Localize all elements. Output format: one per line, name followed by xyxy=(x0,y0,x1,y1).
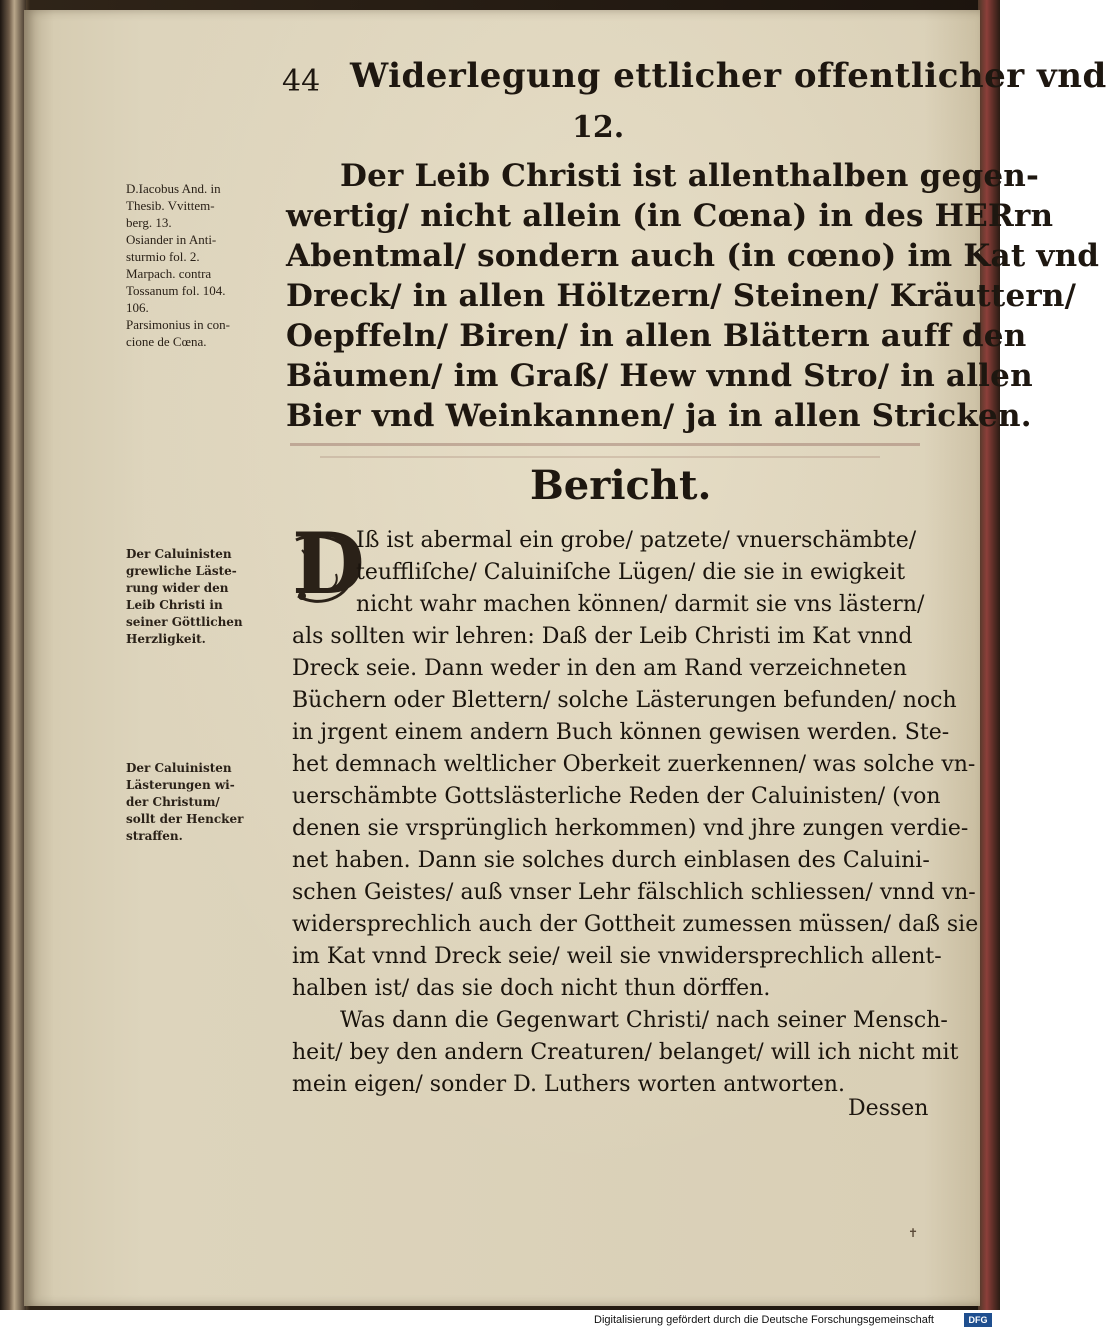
body-line: Dreck seie. Dann weder in den am Rand verzeichneten xyxy=(292,656,907,681)
body-line: im Kat vnnd Dreck seie/ weil sie vnwidersprechlich allent- xyxy=(292,944,942,969)
page-mark: ✝ xyxy=(908,1226,919,1240)
margin-line: der Christum/ xyxy=(126,795,220,809)
thesis-line: Bäumen/ im Graß/ Hew vnnd Stro/ in allen xyxy=(286,358,1033,394)
margin-line: Marpach. contra xyxy=(126,266,212,281)
body-line: halben ist/ das sie doch nicht thun dörffen. xyxy=(292,976,771,1001)
margin-note xyxy=(126,546,243,648)
margin-line: seiner Göttlichen xyxy=(126,615,243,629)
margin-line: rung wider den xyxy=(126,581,229,595)
thesis-line: Bier vnd Weinkannen/ ja in allen Stricken. xyxy=(286,398,1032,434)
body-line: Was dann die Gegenwart Christi/ nach seiner Mensch- xyxy=(340,1008,948,1033)
body-line: denen sie vrsprünglich herkommen) vnd jhre zungen verdie- xyxy=(292,816,969,841)
body-line: Iß ist abermal ein grobe/ patzete/ vnuerschämbte/ xyxy=(356,528,917,553)
margin-line: sturmio fol. 2. xyxy=(126,249,200,264)
body-line: uerschämbte Gottslästerliche Reden der Caluinisten/ (von xyxy=(292,784,941,809)
ornament-rule xyxy=(320,456,880,458)
margin-line: straffen. xyxy=(126,829,183,843)
margin-line: 106. xyxy=(126,300,149,315)
margin-line: grewliche Läste- xyxy=(126,564,237,578)
margin-line: Herzligkeit. xyxy=(126,632,206,646)
body-line: mein eigen/ sonder D. Luthers worten antworten. xyxy=(292,1072,845,1097)
ornament-rule xyxy=(290,443,920,446)
thesis-line: Abentmal/ sondern auch (in cœno) im Kat vnd xyxy=(286,238,1100,274)
catchword: Dessen xyxy=(848,1096,929,1121)
thesis-line: Oepffeln/ Biren/ in allen Blättern auff den xyxy=(286,318,1027,354)
body-line: als sollten wir lehren: Daß der Leib Christi im Kat vnnd xyxy=(292,624,913,649)
body-line: Büchern oder Blettern/ solche Lästerungen befunden/ noch xyxy=(292,688,957,713)
body-line: teuffliſche/ Caluiniſche Lügen/ die sie in ewigkeit xyxy=(356,560,906,585)
book-spine-edge xyxy=(0,0,26,1310)
margin-line: Parsimonius in con- xyxy=(126,317,230,332)
margin-line: D.Iacobus And. in xyxy=(126,181,221,196)
body-line: nicht wahr machen können/ darmit sie vns lästern/ xyxy=(356,592,925,617)
dfg-logo: DFG xyxy=(964,1313,992,1327)
body-line: net haben. Dann sie solches durch einblasen des Caluini- xyxy=(292,848,930,873)
thesis-line: wertig/ nicht allein (in Cœna) in des HERrn xyxy=(286,198,1054,234)
margin-line: cione de Cœna. xyxy=(126,334,207,349)
page-number: 44 xyxy=(282,64,321,99)
thesis-line: Der Leib Christi ist allenthalben gegen- xyxy=(340,158,1040,194)
body-line: heit/ bey den andern Creaturen/ belanget/ will ich nicht mit xyxy=(292,1040,959,1065)
running-title: Widerlegung ettlicher offentlicher vnd xyxy=(350,56,1107,96)
margin-references xyxy=(126,180,230,350)
book-right-edge xyxy=(978,0,1000,1310)
body-line: in jrgent einem andern Buch können gewisen werden. Ste- xyxy=(292,720,950,745)
section-heading: Bericht. xyxy=(530,462,712,509)
margin-line: Thesib. Vvittem- xyxy=(126,198,215,213)
margin-line: Lästerungen wi- xyxy=(126,778,235,792)
margin-line: Der Caluinisten xyxy=(126,761,232,775)
body-line: schen Geistes/ auß vnser Lehr fälschlich schliessen/ vnnd vn- xyxy=(292,880,976,905)
digitization-credit: Digitalisierung gefördert durch die Deutsche Forschungsgemeinschaft xyxy=(594,1314,934,1326)
body-line: widersprechlich auch der Gottheit zumessen müssen/ daß sie xyxy=(292,912,979,937)
margin-line: Der Caluinisten xyxy=(126,547,232,561)
margin-line: Tossanum fol. 104. xyxy=(126,283,226,298)
body-line: het demnach weltlicher Oberkeit zuerkennen/ was solche vn- xyxy=(292,752,976,777)
margin-line: sollt der Hencker xyxy=(126,812,244,826)
margin-note xyxy=(126,760,243,845)
drop-cap: D xyxy=(292,514,365,613)
margin-line: berg. 13. xyxy=(126,215,172,230)
margin-line: Leib Christi in xyxy=(126,598,223,612)
thesis-line: Dreck/ in allen Höltzern/ Steinen/ Kräuttern/ xyxy=(286,278,1077,314)
section-number: 12. xyxy=(572,110,625,145)
margin-line: Osiander in Anti- xyxy=(126,232,217,247)
